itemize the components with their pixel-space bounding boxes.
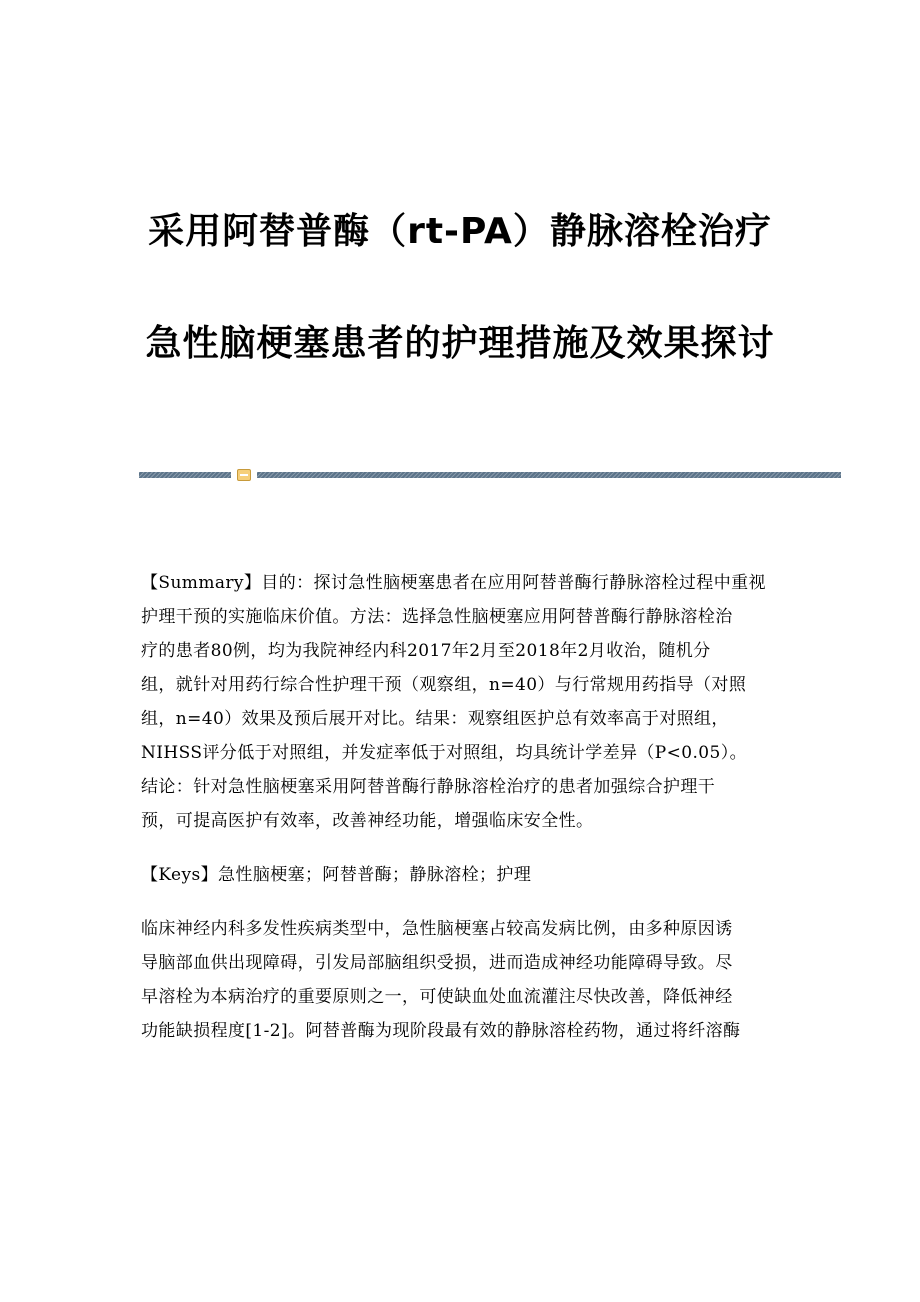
divider-bar-right bbox=[257, 472, 841, 478]
title-line-2: 急性脑梗塞患者的护理措施及效果探讨 bbox=[145, 323, 775, 364]
intro-paragraph: 临床神经内科多发性疾病类型中，急性脑梗塞占较高发病比例，由多种原因诱 导脑部血供出现障碍，引发局部脑组织受损，进而造成神经功能障碍导致。尽 早溶栓为本病治疗的重要原则之一，可使缺血处血流灌注尽快改善，降低神经 功能缺损程度[1-2]。阿替普酶为现阶段最有效的静脉溶栓药物，通过将纤溶酶 bbox=[141, 919, 741, 1041]
keywords-paragraph: 【Keys】急性脑梗塞；阿替普酶；静脉溶栓；护理 bbox=[141, 865, 532, 885]
summary-paragraph: 【Summary】目的：探讨急性脑梗塞患者在应用阿替普酶行静脉溶栓过程中重视 护理干预的实施临床价值。方法：选择急性脑梗塞应用阿替普酶行静脉溶栓治 疗的患者80例，均为我院神经内科2017年2月至2018年2月收治，随机分 组，就针对用药行综合性护理干预（观察组，n=40）与行常规用药指导（对照 组，n=40）效果及预后展开对比。结果：观察组医护总有效率高于对照组， NIHSS评分低于对照组，并发症率低于对照组，均具统计学差异（P<0.05）。 结论：针对急性脑梗塞采用阿替普酶行静脉溶栓治疗的患者加强综合护理干 预，可提高医护有效率，改善神经功能，增强临床安全性。 bbox=[141, 573, 766, 831]
document-title bbox=[0, 212, 920, 364]
divider-bar-left bbox=[139, 472, 231, 478]
document-body bbox=[141, 566, 781, 1068]
divider-ornament-icon bbox=[237, 469, 251, 481]
title-divider bbox=[139, 469, 841, 481]
title-line-1: 采用阿替普酶（rt-PA）静脉溶栓治疗 bbox=[148, 211, 772, 252]
